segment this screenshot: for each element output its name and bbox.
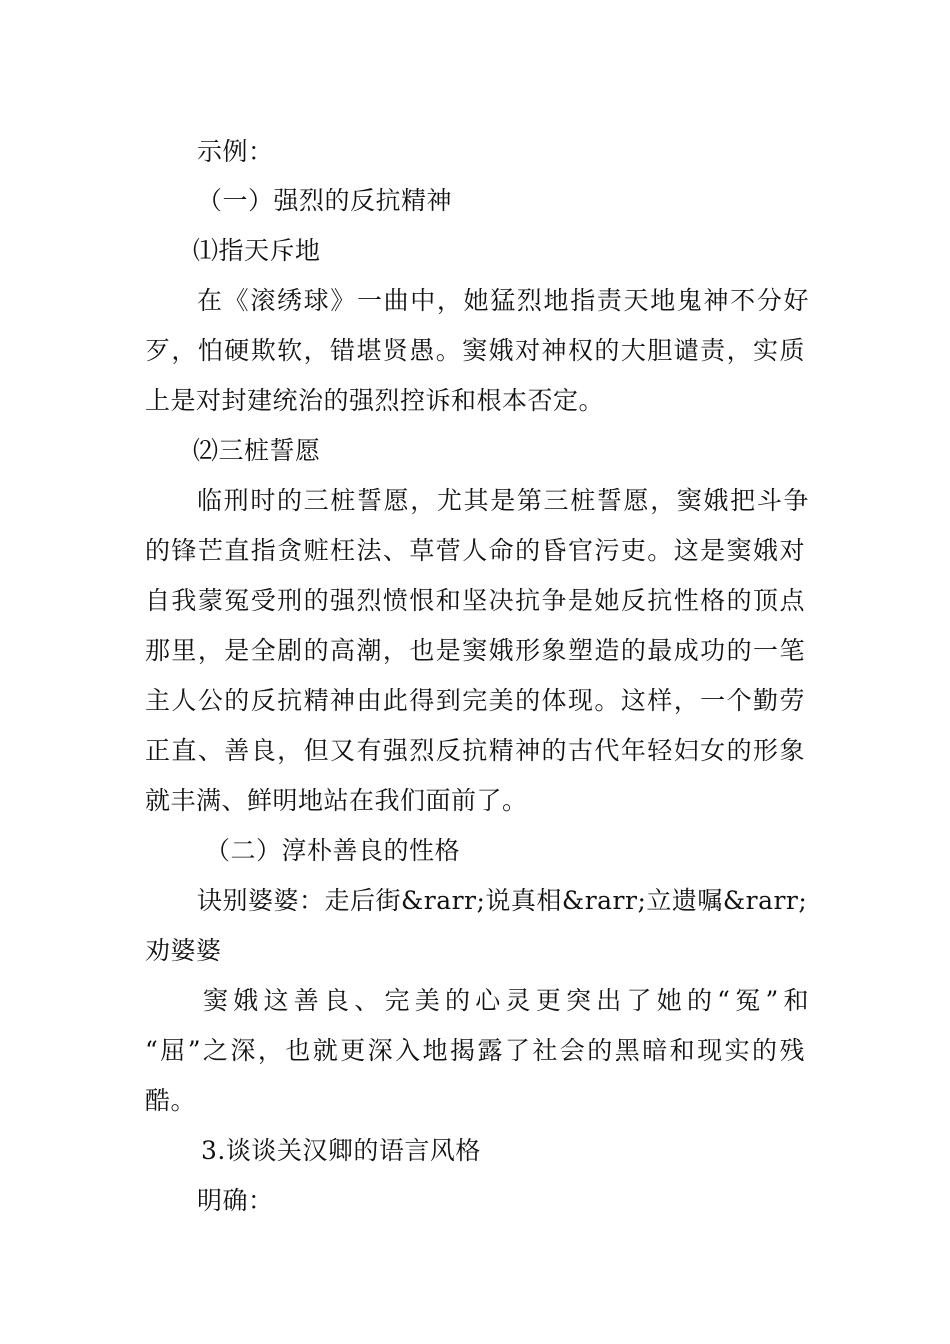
example-label: 示例：	[197, 137, 274, 166]
paragraph-line: 劝婆婆	[145, 936, 222, 965]
section-heading-3: 3.谈谈关汉卿的语言风格	[201, 1136, 481, 1165]
paragraph-line: 临刑时的三桩誓愿，尤其是第三桩誓愿，窦娥把斗争	[197, 486, 809, 515]
paragraph-line: 诀别婆婆：走后街&rarr;说真相&rarr;立遗嘱&rarr;	[197, 886, 808, 915]
paragraph-line: 在《滚绣球》一曲中，她猛烈地指责天地鬼神不分好	[197, 286, 809, 315]
paragraph-line: 就丰满、鲜明地站在我们面前了。	[145, 786, 528, 815]
paragraph-line: 的锋芒直指贪赃枉法、草菅人命的昏官污吏。这是窦娥对	[145, 536, 805, 565]
paragraph-line: 正直、善良，但又有强烈反抗精神的古代年轻妇女的形象	[145, 736, 805, 765]
subheading-2: ⑵三桩誓愿	[193, 436, 321, 465]
paragraph-line: 自我蒙冤受刑的强烈愤恨和坚决抗争是她反抗性格的顶点	[145, 586, 805, 615]
subheading-1: ⑴指天斥地	[193, 236, 321, 265]
section-heading-2: （二）淳朴善良的性格	[205, 836, 461, 865]
paragraph-line: 酷。	[145, 1086, 197, 1115]
answer-label: 明确：	[197, 1186, 274, 1215]
paragraph-line: 上是对封建统治的强烈控诉和根本否定。	[145, 386, 605, 415]
paragraph-line: 主人公的反抗精神由此得到完美的体现。这样，一个勤劳	[145, 686, 805, 715]
paragraph-line: 那里，是全剧的高潮，也是窦娥形象塑造的最成功的一笔	[145, 636, 805, 665]
paragraph-line: 歹，怕硬欺软，错堪贤愚。窦娥对神权的大胆谴责，实质	[145, 336, 805, 365]
paragraph-line: 窦娥这善良、完美的心灵更突出了她的“冤”和	[203, 986, 809, 1015]
section-heading-1: （一）强烈的反抗精神	[197, 186, 453, 215]
paragraph-line: “屈”之深，也就更深入地揭露了社会的黑暗和现实的残	[145, 1036, 805, 1065]
